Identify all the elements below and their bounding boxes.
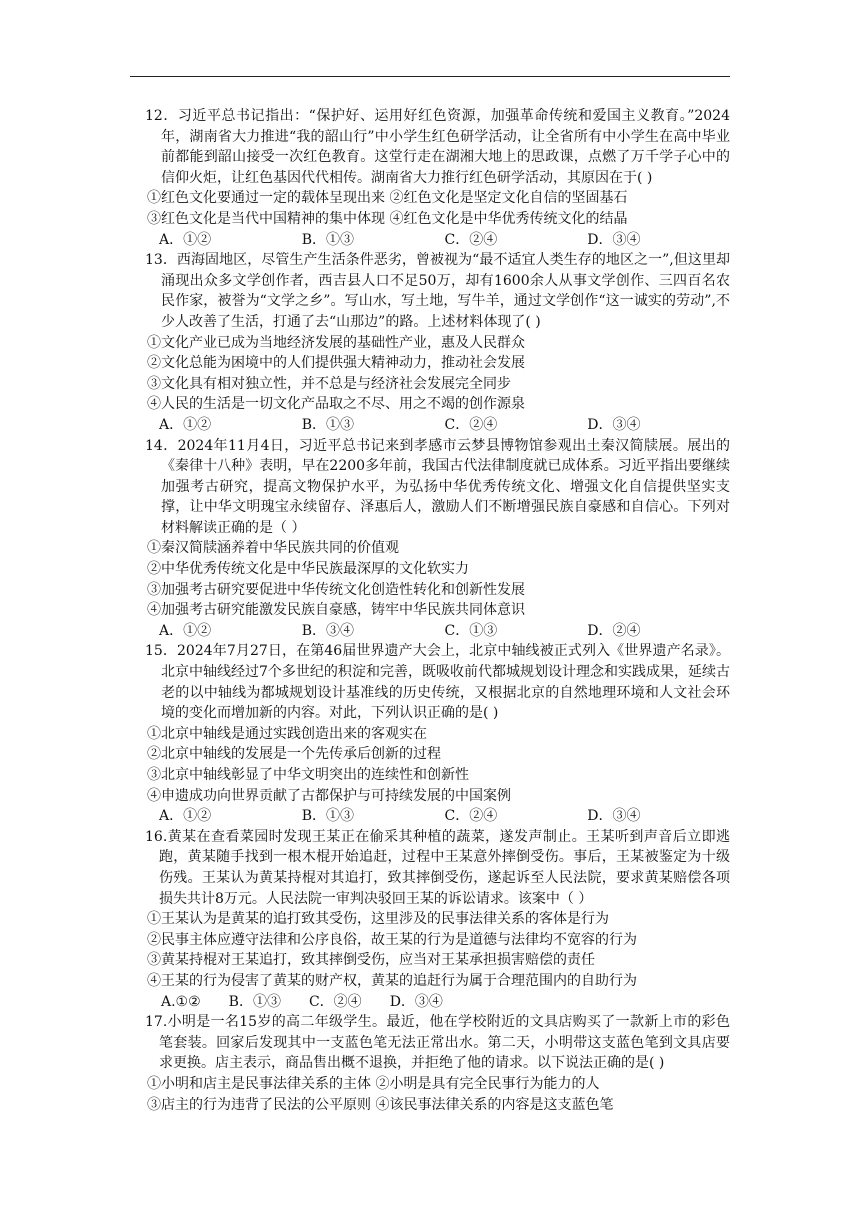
choice-d[interactable]: D．③④	[587, 416, 641, 433]
question-stem: 15．2024年7月27日，在第46届世界遗产大会上，北京中轴线被正式列入《世界遗产名录》。北京中轴线经过7个多世纪的积淀和完善，既吸收前代都城规划设计理念和实践成果，延续古老的以中轴线为都城规划设计基准线的历史传统，又根据北京的自然地理环境和人文社会环境的变化而增加新的内容。对此，下列认识正确的是( )	[145, 643, 730, 722]
option-line: ③黄某持棍对王某追打，致其摔倒受伤，应当对王某承担损害赔偿的责任	[147, 952, 595, 969]
answer-choices	[145, 992, 730, 1013]
choice-d[interactable]: D．③④	[587, 231, 641, 248]
question-14	[145, 436, 730, 642]
question-stem: 14．2024年11月4日，习近平总书记来到孝感市云梦县博物馆参观出土秦汉简牍展。展出的《秦律十八种》表明，早在2200多年前，我国古代法律制度就已成体系。习近平指出要继续加强考古研究，提高文物保护水平，为弘扬中华优秀传统文化、增强文化自信提供坚实支撑，让中华文明瑰宝永续留存、泽惠后人，激励人们不断增强民族自豪感和自信心。下列对材料解读正确的是（ ）	[145, 437, 730, 536]
choice-b[interactable]: B．③④	[301, 622, 355, 639]
choice-a[interactable]: A.①②	[161, 993, 201, 1010]
choice-b[interactable]: B．①③	[301, 808, 355, 825]
choice-c[interactable]: C．①③	[444, 622, 498, 639]
choice-b[interactable]: B．①③	[301, 231, 355, 248]
choice-c[interactable]: C．②④	[444, 808, 498, 825]
option-line: ②民事主体应遵守法律和公序良俗，故王某的行为是道德与法律均不宽容的行为	[147, 931, 637, 948]
option-line: ④加强考古研究能激发民族自豪感，铸牢中华民族共同体意识	[147, 602, 525, 619]
choice-d[interactable]: D．③④	[389, 993, 443, 1010]
option-line: ①文化产业已成为当地经济发展的基础性产业，惠及人民群众	[147, 334, 525, 351]
question-stem: 16.黄某在查看菜园时发现王某正在偷采其种植的蔬菜，遂发声制止。王某听到声音后立即逃跑，黄某随手找到一根木棍开始追赶，过程中王某意外摔倒受伤。事后，王某被鉴定为十级伤残。王某认为黄某持棍对其追打，致其摔倒受伤，遂起诉至人民法院，要求黄某赔偿各项损失共计8万元。人民法院一审判决驳回王某的诉讼请求。该案中（ ）	[145, 828, 730, 907]
answer-choices	[145, 230, 730, 251]
choice-d[interactable]: D．②④	[587, 622, 641, 639]
option-line: ②中华优秀传统文化是中华民族最深厚的文化软实力	[147, 561, 469, 578]
choice-b[interactable]: B．①③	[301, 416, 355, 433]
option-line: ④申遗成功向世界贡献了古都保护与可持续发展的中国案例	[147, 787, 511, 804]
option-line: ③北京中轴线彰显了中华文明突出的连续性和创新性	[147, 767, 469, 783]
choice-c[interactable]: C．②④	[308, 993, 362, 1010]
option-line: ④人民的生活是一切文化产品取之不尽、用之不竭的创作源泉	[147, 396, 525, 413]
question-17	[145, 1012, 730, 1115]
option-line: ①北京中轴线是通过实践创造出来的客观实在	[147, 725, 427, 742]
option-line: ②北京中轴线的发展是一个先传承后创新的过程	[147, 746, 441, 763]
choice-d[interactable]: D．③④	[587, 808, 641, 825]
exam-page	[145, 106, 730, 1115]
choice-a[interactable]: A．①②	[159, 231, 212, 248]
choice-a[interactable]: A．①②	[159, 416, 212, 433]
option-line: ①红色文化要通过一定的载体呈现出来 ②红色文化是坚定文化自信的坚固基石	[147, 190, 628, 207]
answer-choices	[145, 621, 730, 642]
question-13	[145, 250, 730, 435]
header-rule	[130, 76, 730, 77]
option-line: ①小明和店主是民事法律关系的主体 ②小明是具有完全民事行为能力的人	[147, 1075, 600, 1092]
choice-c[interactable]: C．②④	[444, 231, 498, 248]
choice-a[interactable]: A．①②	[159, 622, 212, 639]
question-stem: 13．西海固地区，尽管生产生活条件恶劣，曾被视为“最不适宜人类生存的地区之一”,但这里却涌现出众多文学创作者，西吉县人口不足50万，却有1600余人从事文学创作、三四百名农民作家，被誉为“文学之乡”。写山水，写土地，写牛羊，通过文学创作“这一诚实的劳动”,不少人改善了生活，打通了去“山那边”的路。上述材料体现了( )	[145, 252, 730, 330]
question-stem: 17.小明是一名15岁的高二年级学生。最近，他在学校附近的文具店购买了一款新上市的彩色笔套装。回家后发现其中一支蓝色笔无法正常出水。第二天，小明带这支蓝色笔到文具店要求更换。店主表示，商品售出概不退换，并拒绝了他的请求。以下说法正确的是( )	[145, 1014, 730, 1072]
option-line: ②文化总能为困境中的人们提供强大精神动力，推动社会发展	[147, 355, 525, 372]
option-line: ④王某的行为侵害了黄某的财产权，黄某的追赶行为属于合理范围内的自助行为	[147, 972, 637, 989]
choice-a[interactable]: A．①②	[159, 808, 212, 825]
option-line: ③文化具有相对独立性，并不总是与经济社会发展完全同步	[147, 375, 511, 392]
option-line: ③加强考古研究要促进中华传统文化创造性转化和创新性发展	[147, 581, 525, 598]
question-16	[145, 827, 730, 1012]
option-line: ③店主的行为违背了民法的公平原则 ④该民事法律关系的内容是这支蓝色笔	[147, 1096, 614, 1113]
option-line: ①秦汉简牍涵养着中华民族共同的价值观	[147, 540, 399, 557]
option-line: ①王某认为是黄某的追打致其受伤，这里涉及的民事法律关系的客体是行为	[147, 911, 609, 928]
choice-c[interactable]: C．②④	[444, 416, 498, 433]
question-stem: 12．习近平总书记指出：“保护好、运用好红色资源，加强革命传统和爱国主义教育。”2024年，湖南省大力推进“我的韶山行”中小学生红色研学活动，让全省所有中小学生在高中毕业前都能到韶山接受一次红色教育。这堂行走在湖湘大地上的思政课，点燃了万千学子心中的信仰火炬，让红色基因代代相传。湖南省大力推行红色研学活动，其原因在于( )	[145, 108, 730, 186]
answer-choices	[145, 806, 730, 827]
option-line: ③红色文化是当代中国精神的集中体现 ④红色文化是中华优秀传统文化的结晶	[147, 210, 628, 227]
answer-choices	[145, 415, 730, 436]
choice-b[interactable]: B．①③	[228, 993, 281, 1010]
question-15	[145, 641, 730, 826]
question-12	[145, 106, 730, 250]
